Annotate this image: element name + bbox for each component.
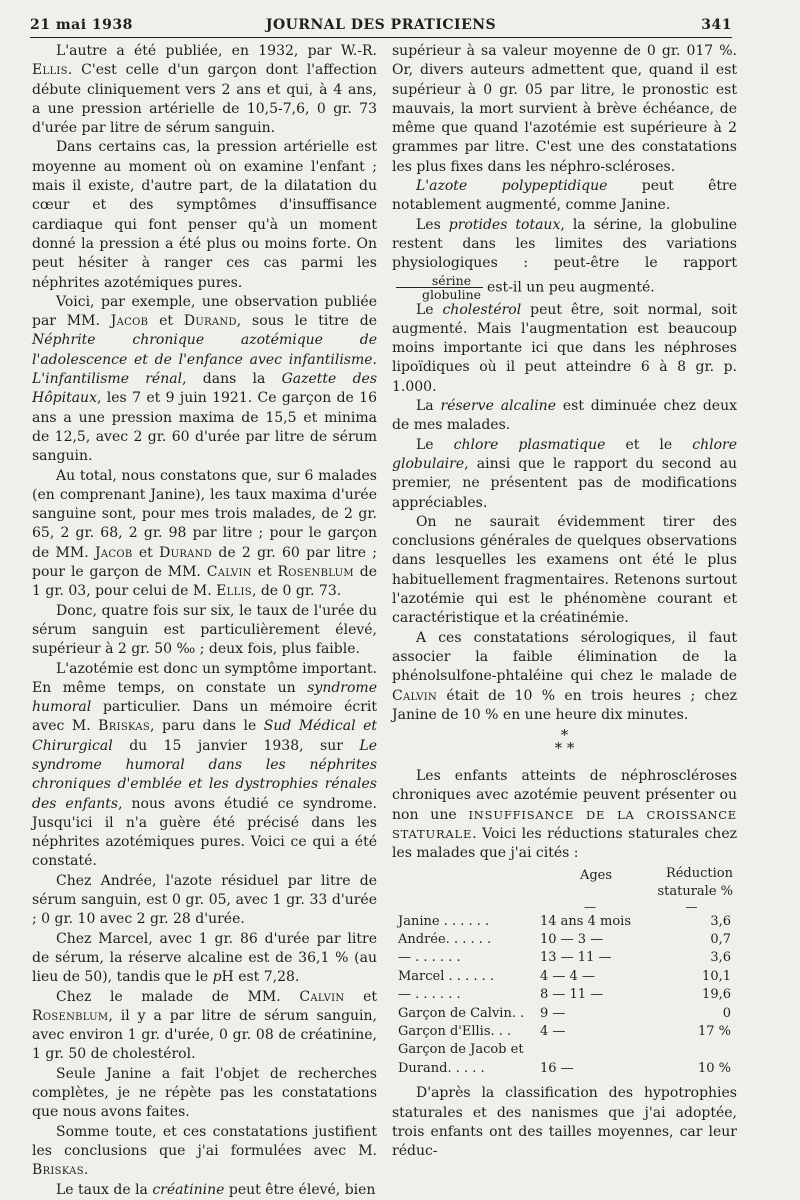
ratio-fraction: $\frac{\text{sérine}}{\text{globuline}}$ [396, 274, 483, 301]
table-row: Durand. . . . . 16 — 10 % [398, 1060, 731, 1076]
table-subheader-row: — — [584, 899, 698, 914]
table-row: Janine . . . . . . 14 ans 4 mois 3,6 [398, 913, 731, 929]
paragraph: Le cholestérol peut être, soit normal, soit augmenté. Mais l'augmentation est beaucoup moins importante ici que dans les néphroses lipoïdiques où il peut atteindre 6 à 8 gr. p. 1.000. [392, 301, 737, 395]
paragraph: La réserve alcaline est diminuée chez deux de mes malades. [392, 398, 738, 434]
table-row: Garçon d'Ellis. . . 4 — 17 % [398, 1024, 731, 1040]
paragraph: Chez le malade de MM. Calvin et Rosenblum, il y a par litre de sérum sanguin, avec environ 1 gr. d'urée, 0 gr. 08 de créatinine, 1 gr. 50 de cholestérol. [32, 988, 377, 1063]
section-asterism: * * * [554, 726, 575, 758]
stature-table [392, 865, 737, 1079]
right-column [392, 42, 737, 1161]
paragraph: Au total, nous constatons que, sur 6 malades (en comprenant Janine), les taux maxima d'urée sanguine sont, pour mes trois malades, de 2 gr. 65, 2 gr. 68, 2 gr. 98 par litre ; pour le garçon de MM. Jacob et Durand de 2 gr. 60 par litre ; pour le garçon de MM. Calvin et Rosenblum de 1 gr. 03, pour celui de M. Ellis, de 0 gr. 73. [32, 467, 377, 600]
header-rule [30, 37, 732, 38]
paragraph: Donc, quatre fois sur six, le taux de l'urée du sérum sanguin est particulièrement élevé, supérieur à 2 gr. 50 ‰ ; deux fois, plus faible. [32, 602, 377, 658]
table-row: — . . . . . . 13 — 11 — 3,6 [398, 950, 731, 966]
table-row: Andrée. . . . . . 10 — 3 — 0,7 [398, 931, 731, 947]
paragraph: Les protides totaux, la sérine, la globuline restent dans les limites des variations physiologiques : peut-être le rapport $\frac{\text{sérine}}{\text{globuline}}$ est-il un peu augmenté. [392, 216, 737, 302]
paragraph: Le taux de la créatinine peut être élevé, bien [56, 1181, 376, 1198]
table-row: — . . . . . . 8 — 11 — 19,6 [398, 987, 731, 1003]
paragraph: Chez Andrée, l'azote résiduel par litre de sérum sanguin, est 0 gr. 05, avec 1 gr. 33 d'urée ; 0 gr. 10 avec 2 gr. 28 d'urée. [32, 872, 377, 928]
paragraph: L'azote polypeptidique peut être notablement augmenté, comme Janine. [392, 178, 737, 214]
paragraph: Voici, par exemple, une observation publiée par MM. Jacob et Durand, sous le titre de Néphrite chronique azotémique de l'adolescence et de l'enfance avec infantilisme. L'infantilisme rénal, dans la Gazette des Hôpitaux, les 7 et 9 juin 1921. Ce garçon de 16 ans a une pression maxima de 15,5 et minima de 12,5, avec 2 gr. 60 d'urée par litre de sérum sanguin. [32, 293, 377, 465]
left-column [32, 42, 377, 1200]
paragraph: Dans certains cas, la pression artérielle est moyenne au moment où on examine l'enfant ; mais il existe, d'autre part, de la dilatation du cœur et des symptômes d'insuffisance cardiaque qui font penser qu'à un moment donné la pression a été plus ou moins forte. On peut hésiter à ranger ces cas parmi les néphrites azotémiques pures. [32, 139, 377, 291]
paragraph: Chez Marcel, avec 1 gr. 86 d'urée par litre de sérum, la réserve alcaline est de 36,1 % (au lieu de 50), tandis que le pH est 7,28. [32, 930, 377, 986]
paragraph: L'azotémie est donc un symptôme important. En même temps, on constate un syndrome humoral particulier. Dans un mémoire écrit avec M. Briskas, paru dans le Sud Médical et Chirurgical du 15 janvier 1938, sur Le syndrome humoral dans les néphrites chroniques d'emblée et les dystrophies rénales des enfants, nous avons étudié ce syndrome. Jusqu'ici il n'a guère été précisé dans les néphrites azotémiques pures. Voici ce qui a été constaté. [32, 660, 377, 870]
table-row: Marcel . . . . . . 4 — 4 — 10,1 [398, 968, 731, 984]
paragraph: supérieur à sa valeur moyenne de 0 gr. 017 %. Or, divers auteurs admettent que, quand il est supérieur à 0 gr. 05 par litre, le pronostic est mauvais, la mort survient à brève échéance, de même que quand l'azotémie est supérieure à 2 grammes par litre. C'est une des constatations les plus fixes dans les néphro-scléroses. [392, 43, 737, 175]
table-row: Garçon de Calvin. . 9 — 0 [398, 1005, 731, 1021]
paragraph: D'après la classification des hypotrophies staturales et des nanismes que j'ai adoptée, trois enfants ont des tailles moyennes, car leur réduc- [392, 1085, 737, 1160]
paragraph: Les enfants atteints de néphroscléroses chroniques avec azotémie peuvent présenter ou non une INSUFFISANCE DE LA CROISSANCE STATURALE. Voici les réductions staturales chez les malades que j'ai cités : [392, 768, 737, 862]
paragraph: Somme toute, et ces constatations justifient les conclusions que j'ai formulées avec M. Briskas. [32, 1123, 377, 1179]
table-row: Garçon de Jacob et [398, 1042, 524, 1058]
journal-title: JOURNAL DES PRATICIENS [265, 17, 497, 33]
paragraph: Le chlore plasmatique et le chlore globulaire, ainsi que le rapport du second au premier, ne présentent pas de modifications appréciables. [392, 436, 737, 511]
issue-date: 21 mai 1938 [30, 17, 133, 33]
paragraph: L'autre a été publiée, en 1932, par W.-R. Ellis. C'est celle d'un garçon dont l'affection débute cliniquement vers 2 ans et qui, à 4 ans, a une pression artérielle de 10,5-7,6, 0 gr. 73 d'urée par litre de sérum sanguin. [32, 43, 377, 137]
paragraph: Seule Janine a fait l'objet de recherches complètes, je ne répète pas les constatations que nous avons faites. [32, 1065, 377, 1121]
page-number: 341 [701, 17, 732, 33]
page-header [30, 14, 732, 38]
paragraph: A ces constatations sérologiques, il faut associer la faible élimination de la phénolsulfone-phtaléine qui chez le malade de Calvin était de 10 % en trois heures ; chez Janine de 10 % en une heure dix minutes. [392, 629, 737, 723]
paragraph: On ne saurait évidemment tirer des conclusions générales de quelques observations dans lesquelles les examens ont été le plus habituellement fragmentaires. Retenons surtout l'azotémie qui est le phénomène courant et caractéristique et la créatinémie. [392, 513, 737, 627]
column-header-ages: Ages [579, 867, 613, 883]
column-header-reduction: Réduction staturale % [657, 865, 733, 899]
table-header-row [392, 865, 737, 901]
